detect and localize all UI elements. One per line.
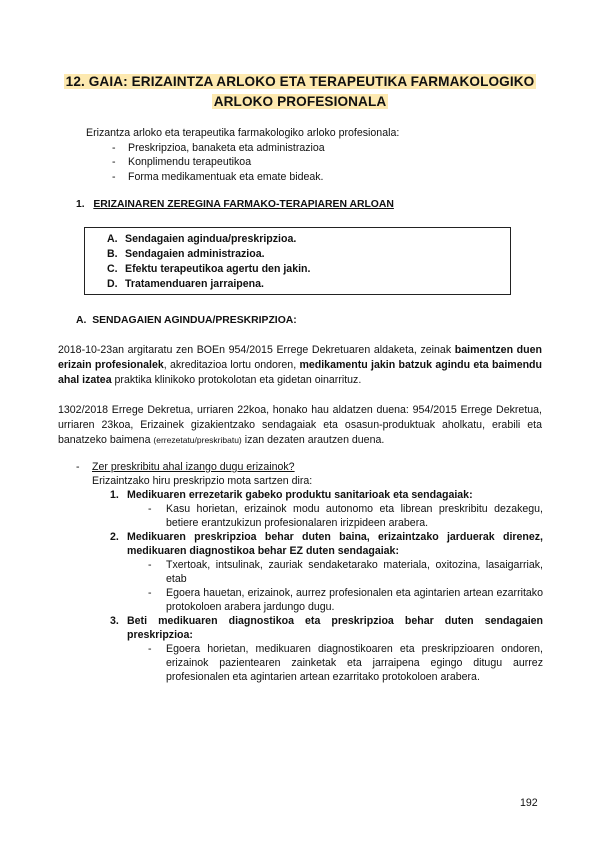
intro-list — [86, 141, 399, 185]
section-a-title: SENDAGAIEN AGINDUA/PRESKRIPZIOA: — [92, 315, 297, 326]
list-item: - Txertoak, intsulinak, zauriak sendaketarako materiala, oxitozina, lasaigarriak, etab — [127, 558, 543, 586]
box-item: B. Sendagaien administrazioa. — [107, 248, 265, 260]
intro-lead: Erizantza arloko eta terapeutika farmakologiko arloko profesionala: — [86, 127, 400, 139]
paragraph-1: 2018-10-23an argitaratu zen BOEn 954/2015 Errege Dekretuaren aldaketa, zeinak baimentzen duen erizain profesionalek, akreditazioa lortu ondoren, medikamentu jakin batzuk agindu eta baimendu ahal izatea praktika klinikoko protokolotan eta gidetan oinarrituz. — [58, 344, 542, 386]
list-item: - Egoera hauetan, erizainok, aurrez profesionalen eta agintarien artean ezarritako protokoloen arabera jardungo dugu. — [127, 586, 543, 614]
section-a-letter: A. — [76, 315, 87, 326]
prescription-type-title: Beti medikuaren diagnostikoa eta preskripzioa behar duten sendagaien preskripzioa: — [127, 615, 543, 641]
prescription-types-list — [110, 488, 543, 684]
question-block — [76, 460, 546, 488]
paragraph-2: 1302/2018 Errege Dekretua, urriaren 22koa, honako hau aldatzen duena: 954/2015 Errege Dekretua, urriaren 23koa, Erizainek gizakientzako sendagaiak eta osasun-produktuak aholkatu, erabili eta banatzeko baimena (errezetatu/preskribatu) izan dezaten arautzen duena. — [58, 404, 542, 446]
section-1-number: 1. — [76, 199, 85, 210]
list-item: - Forma medikamentuak eta emate bideak. — [86, 170, 399, 185]
page-title — [0, 72, 600, 112]
list-item: - Konplimendu terapeutikoa — [86, 155, 399, 170]
title-line-1: 12. GAIA: ERIZAINTZA ARLOKO ETA TERAPEUTIKA FARMAKOLOGIKO — [65, 74, 535, 89]
box-item: A. Sendagaien agindua/preskripzioa. — [107, 233, 297, 245]
list-item: - Egoera horietan, medikuaren diagnostikoaren eta preskripzioaren ondoren, erizainok pazientearen zainketak eta jarraipena egingo ditugu aurrez profesionalen eta agintarien artean ezarritako protokoloen arabera. — [127, 642, 543, 684]
question-subtitle: Erizaintzako hiru preskripzio mota sartzen dira: — [92, 475, 313, 487]
section-1-title: ERIZAINAREN ZEREGINA FARMAKO-TERAPIAREN ARLOAN — [93, 199, 394, 210]
prescription-type: 2. Medikuaren preskripzioa behar duten baina, erizaintzako jarduerak direnez, medikuaren diagnostikoa behar EZ duten sendagaiak: - Txertoak, intsulinak, zauriak sendaketarako materiala, oxitozina, lasaigarriak, etab - Egoera hauetan, erizainok, aurrez profesionalen eta agintarien artean ezarritako protokoloen arabera jardungo dugu. — [110, 530, 543, 614]
section-1-heading — [76, 199, 394, 210]
tasks-box — [84, 227, 511, 295]
prescription-type: 3. Beti medikuaren diagnostikoa eta preskripzioa behar duten sendagaien preskripzioa: - Egoera horietan, medikuaren diagnostikoaren eta preskripzioaren ondoren, erizainok pazientearen zainketak eta jarraipena egingo ditugu aurrez profesionalen eta agintarien artean ezarritako protokoloen arabera. — [110, 614, 543, 684]
section-a-heading — [76, 315, 297, 326]
box-item: D. Tratamenduaren jarraipena. — [107, 278, 264, 290]
question-title: Zer preskribitu ahal izango dugu erizainok? — [92, 461, 295, 473]
intro-block — [86, 126, 399, 184]
prescription-type-title: Medikuaren preskripzioa behar duten baina, erizaintzako jarduerak direnez, medikuaren diagnostikoa behar EZ duten sendagaiak: — [127, 531, 543, 557]
question-dash: - — [76, 461, 80, 473]
prescription-type: 1. Medikuaren errezetarik gabeko produktu sanitarioak eta sendagaiak: - Kasu horietan, erizainok modu autonomo eta librean preskribitu dezakegu, betiere erantzukizun profesionalaren irizpideen arabera. — [110, 488, 543, 530]
page-number: 192 — [520, 797, 538, 809]
list-item: - Preskripzioa, banaketa eta administrazioa — [86, 141, 399, 156]
prescription-type-title: Medikuaren errezetarik gabeko produktu sanitarioak eta sendagaiak: — [127, 489, 473, 501]
title-line-2: ARLOKO PROFESIONALA — [213, 94, 387, 109]
box-item: C. Efektu terapeutikoa agertu den jakin. — [107, 263, 311, 275]
list-item: - Kasu horietan, erizainok modu autonomo eta librean preskribitu dezakegu, betiere erantzukizun profesionalaren irizpideen arabera. — [127, 502, 543, 530]
